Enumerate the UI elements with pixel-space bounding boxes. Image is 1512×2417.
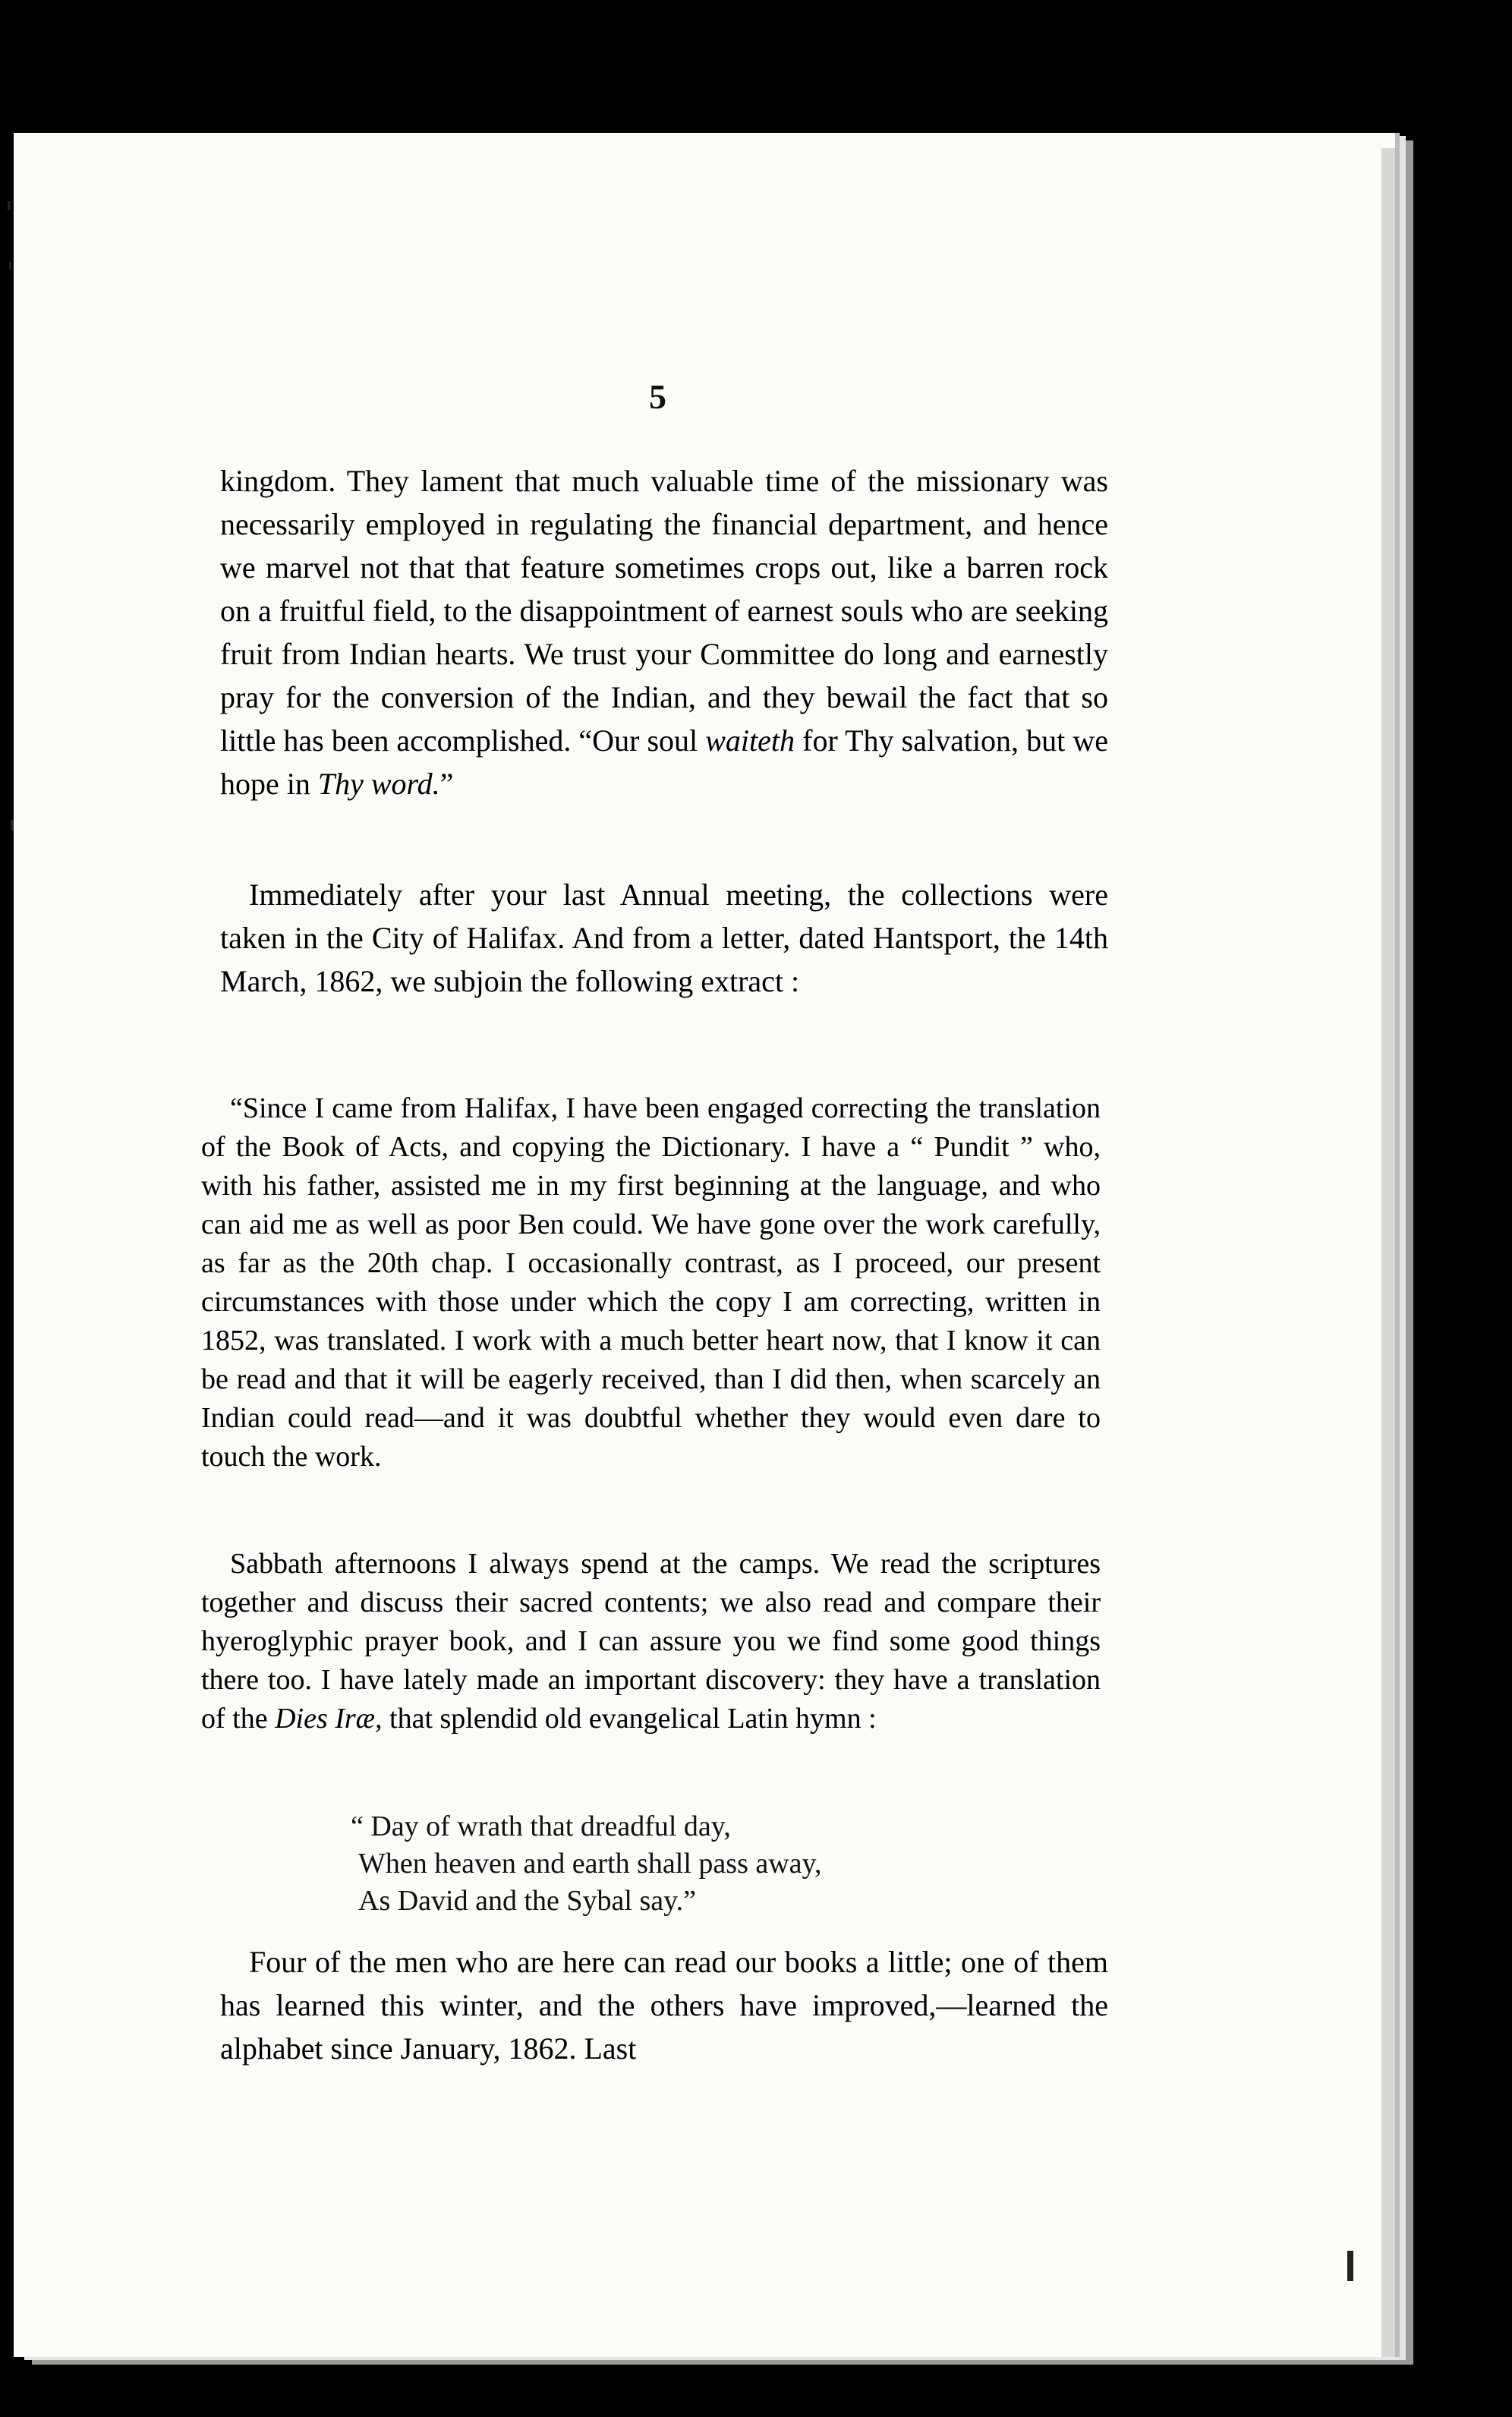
scan-speck xyxy=(8,201,11,210)
paragraph-text: Sabbath afternoons I always spend at the camps. We read the scriptures together and discuss their sacred contents; we also read and compare their hyeroglyphic prayer book, and I can assure you we find some good things there too. I have lately made an important discovery: they have a translation of the xyxy=(201,1548,1101,1735)
paragraph-collections: Immediately after your last Annual meeting, the collections were taken in the City of Halifax. And from a letter, dated Hantsport, the 14th March, 1862, we subjoin the following extract : xyxy=(220,878,1108,998)
italic-thy-word: Thy word. xyxy=(317,767,440,801)
hymn-verse xyxy=(351,1808,822,1920)
italic-dies-irae: Dies Iræ, xyxy=(275,1703,383,1735)
closing-quote: ” xyxy=(439,767,454,801)
scan-speck xyxy=(1347,2251,1353,2281)
paragraph-text: kingdom. They lament that much valuable time of the missionary was necessarily employed in regulating the financial department, and hence we marvel not that that feature sometimes crops out, like a barren rock on a fruitful field, to the disappointment of earnest souls who are seeking fruit from Indian hearts. We trust your Committee do long and earnestly pray for the conversion of the Indian, and they bewail the fact that so little has been accomplished. “Our soul xyxy=(220,464,1108,758)
verse-line: “ Day of wrath that dreadful day, xyxy=(351,1810,731,1842)
verse-line: When heaven and earth shall pass away, xyxy=(358,1848,822,1880)
scan-speck xyxy=(11,820,14,830)
italic-waiteth: waiteth xyxy=(705,723,795,758)
scan-speck xyxy=(9,262,11,269)
paragraph-four-men: Four of the men who are here can read our books a little; one of them has learned this winter, and the others have improved,—learned the alphabet since January, 1862. Last xyxy=(220,1945,1108,2066)
paragraph-text: for Thy salvation, but we hope in xyxy=(220,723,1108,801)
letter-quote-paragraph-1: “Since I came from Halifax, I have been engaged correcting the translation of the Book of Acts, and copying the Dictionary. I have a “ Pundit ” who, with his father, assisted me in my first beginning at the language, and who can aid me as well as poor Ben could. We have gone over the work carefully, as far as the 20th chap. I occasionally contrast, as I proceed, our present circumstances with those under which the copy I am correcting, written in 1852, was translated. I work with a much better heart now, that I know it can be read and that it will be eagerly received, than I did then, when scarcely an Indian could read—and it was doubtful whether they would even dare to touch the work. xyxy=(201,1092,1101,1473)
page-edge xyxy=(1381,148,1395,2357)
paragraph-text: that splendid old evangelical Latin hymn : xyxy=(382,1703,877,1735)
page-number: 5 xyxy=(649,377,666,416)
paragraph-kingdom xyxy=(220,459,1108,805)
letter-quote-paragraph-2 xyxy=(201,1545,1101,1738)
verse-line: As David and the Sybal say.” xyxy=(358,1885,696,1917)
